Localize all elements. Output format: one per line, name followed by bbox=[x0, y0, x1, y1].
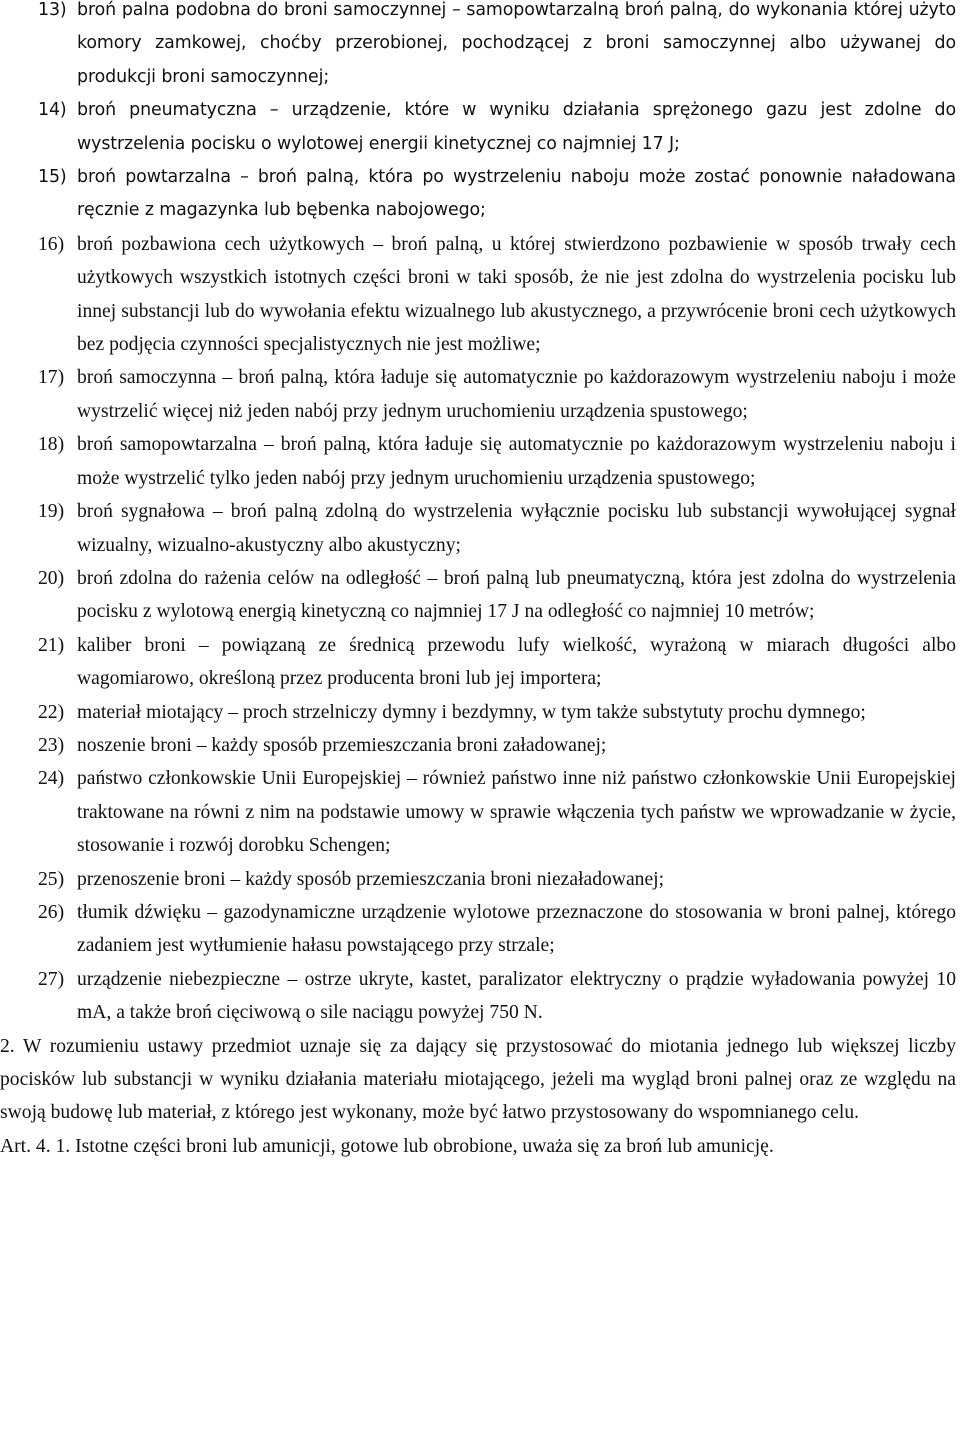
definition-item-15 bbox=[0, 161, 956, 228]
definition-item-19 bbox=[0, 495, 956, 562]
item-text: broń powtarzalna – broń palną, która po wystrzeleniu naboju może zostać ponownie naładowana ręcznie z magazynka lub bębenka nabojowego; bbox=[77, 167, 956, 221]
item-number: 23) bbox=[38, 734, 65, 756]
item-number: 21) bbox=[38, 634, 65, 656]
definition-item-26 bbox=[0, 896, 956, 963]
item-number: 18) bbox=[38, 434, 65, 456]
definition-item-16 bbox=[0, 228, 956, 362]
item-number: 22) bbox=[38, 701, 65, 723]
item-text: broń pozbawiona cech użytkowych – broń palną, u której stwierdzono pozbawienie w sposób trwały cech użytkowych wszystkich istotnych części broni w taki sposób, że nie jest zdolna do wystrzelenia pocisku lub innej substancji lub do wywołania efektu wizualnego lub akustycznego, a przywrócenie broni cech użytkowych bez podjęcia czynności specjalistycznych nie jest możliwe; bbox=[77, 233, 956, 356]
definition-item-21 bbox=[0, 629, 956, 696]
definition-item-22 bbox=[0, 696, 956, 729]
definition-item-24 bbox=[0, 762, 956, 862]
definition-item-20 bbox=[0, 562, 956, 629]
item-number: 15) bbox=[38, 167, 67, 188]
item-text: broń sygnałowa – broń palną zdolną do wystrzelenia wyłącznie pocisku lub substancji wywołującej sygnał wizualny, wizualno-akustyczny albo akustyczny; bbox=[77, 501, 956, 556]
definition-item-13 bbox=[0, 0, 956, 94]
item-text: materiał miotający – proch strzelniczy dymny i bezdymny, w tym także substytuty prochu dymnego; bbox=[77, 701, 866, 723]
item-text: broń pneumatyczna – urządzenie, które w wyniku działania sprężonego gazu jest zdolne do wystrzelenia pocisku o wylotowej energii kinetycznej co najmniej 17 J; bbox=[77, 100, 956, 154]
item-text: kaliber broni – powiązaną ze średnicą przewodu lufy wielkość, wyrażoną w miarach długości albo wagomiarowo, określoną przez producenta broni lub jej importera; bbox=[77, 634, 956, 690]
item-number: 27) bbox=[38, 968, 65, 990]
definition-item-14 bbox=[0, 94, 956, 161]
item-text: noszenie broni – każdy sposób przemieszczania broni załadowanej; bbox=[77, 734, 607, 756]
item-number: 24) bbox=[38, 768, 65, 790]
item-text: państwo członkowskie Unii Europejskiej – również państwo inne niż państwo członkowskie Unii Europejskiej traktowane na równi z nim na podstawie umowy w sprawie włączenia tych państw we wprowadzanie w życie, stosowanie i rozwój dorobku Schengen; bbox=[77, 768, 956, 857]
item-text: tłumik dźwięku – gazodynamiczne urządzenie wylotowe przeznaczone do stosowania w broni palnej, którego zadaniem jest wytłumienie hałasu powstającego przy strzale; bbox=[77, 901, 956, 957]
definition-item-17 bbox=[0, 361, 956, 428]
item-text: broń zdolna do rażenia celów na odległość – broń palną lub pneumatyczną, która jest zdolna do wystrzelenia pocisku z wylotową energią kinetyczną co najmniej 17 J na odległość co najmniej 10 metrów; bbox=[77, 567, 956, 623]
item-text: przenoszenie broni – każdy sposób przemieszczania broni niezaładowanej; bbox=[77, 868, 665, 890]
item-text: broń palna podobna do broni samoczynnej – samopowtarzalną broń palną, do wykonania której użyto komory zamkowej, choćby przerobionej, pochodzącej z broni samoczynnej albo używanej do produkcji broni samoczynnej; bbox=[77, 0, 956, 87]
paragraph-2: 2. W rozumieniu ustawy przedmiot uznaje się za dający się przystosować do miotania jednego lub większej liczby pocisków lub substancji w wyniku działania materiału miotającego, jeżeli ma wygląd broni palnej oraz ze względu na swoją budowę lub materiał, z którego jest wykonany, może być łatwo przystosowany do wspomnianego celu. bbox=[0, 1035, 956, 1124]
article-4: Art. 4. 1. Istotne części broni lub amunicji, gotowe lub obrobione, uważa się za broń lub amunicję. bbox=[0, 1135, 774, 1157]
item-number: 26) bbox=[38, 901, 65, 923]
item-text: urządzenie niebezpieczne – ostrze ukryte, kastet, paralizator elektryczny o prądzie wyładowania powyżej 10 mA, a także broń cięciwową o sile naciągu powyżej 750 N. bbox=[77, 968, 956, 1024]
item-text: broń samopowtarzalna – broń palną, która ładuje się automatycznie po każdorazowym wystrzeleniu naboju i może wystrzelić tylko jeden nabój przy jednym uruchomieniu urządzenia spustowego; bbox=[77, 434, 956, 489]
item-text: broń samoczynna – broń palną, która ładuje się automatycznie po każdorazowym wystrzeleniu naboju i może wystrzelić więcej niż jeden nabój przy jednym uruchomieniu urządzenia spustowego; bbox=[77, 367, 956, 422]
item-number: 14) bbox=[38, 100, 67, 121]
item-number: 13) bbox=[38, 0, 67, 20]
definition-item-18 bbox=[0, 428, 956, 495]
item-number: 20) bbox=[38, 567, 65, 589]
item-number: 16) bbox=[38, 233, 65, 255]
definition-item-27 bbox=[0, 963, 956, 1030]
item-number: 25) bbox=[38, 868, 65, 890]
item-number: 17) bbox=[38, 367, 65, 389]
definition-item-25 bbox=[0, 863, 956, 896]
definition-item-23 bbox=[0, 729, 956, 762]
item-number: 19) bbox=[38, 501, 65, 523]
